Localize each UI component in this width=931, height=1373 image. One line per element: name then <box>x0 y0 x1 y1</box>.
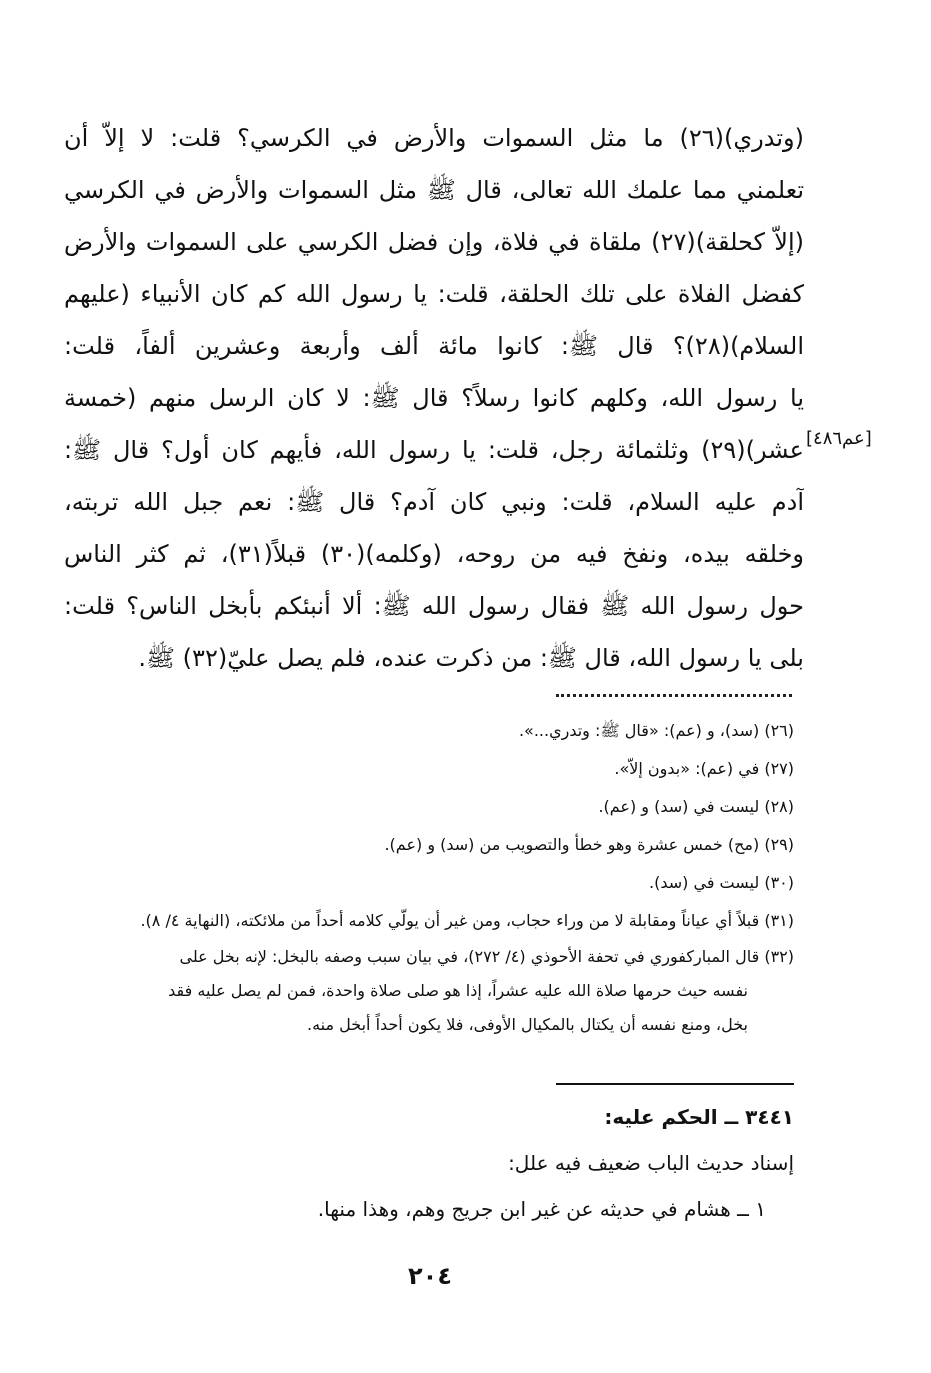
margin-page-reference: [عم٤٨٦] <box>806 428 872 449</box>
footnote-line: (٢٩) (مح) خمس عشرة وهو خطأ والتصويب من (سد) و (عم). <box>384 835 794 854</box>
section-item: ١ ــ هشام في حديثه عن غير ابن جريج وهم، وهذا منها. <box>317 1197 766 1221</box>
section-rule <box>556 1083 794 1085</box>
main-text-line: (وتدري)(٢٦) ما مثل السموات والأرض في الكرسي؟ قلت: لا إلاّ أن <box>64 124 804 152</box>
ruling-section <box>64 1094 794 1232</box>
main-text-line: تعلمني مما علمك الله تعالى، قال ﷺ مثل السموات والأرض في الكرسي <box>64 176 804 204</box>
main-text-line: كفضل الفلاة على تلك الحلقة، قلت: يا رسول الله كم كان الأنبياء (عليهم <box>64 280 804 308</box>
main-text-line: يا رسول الله، وكلهم كانوا رسلاً؟ قال ﷺ: لا كان الرسل منهم (خمسة <box>64 384 804 412</box>
section-intro: إسناد حديث الباب ضعيف فيه علل: <box>508 1151 794 1175</box>
page-number: ٢٠٤ <box>408 1262 452 1290</box>
main-text-line: عشر)(٢٩) وثلثمائة رجل، قلت: يا رسول الله، فأيهم كان أول؟ قال ﷺ: <box>64 436 804 464</box>
main-text-block <box>64 112 804 684</box>
footnote-line: (٣٢) قال المباركفوري في تحفة الأحوذي (٤/ ٢٧٢)، في بيان سبب وصفه بالبخل: لإنه بخل على <box>179 947 794 966</box>
section-heading: ٣٤٤١ ــ الحكم عليه: <box>604 1105 794 1129</box>
footnote-line: (٣١) قبلاً أي عياناً ومقابلة لا من وراء حجاب، ومن غير أن يولّي كلامه أحداً من ملائكته، (النهاية ٤/ ٨). <box>140 911 794 930</box>
footnotes-block <box>64 712 794 1042</box>
footnote-line: (٣٠) ليست في (سد). <box>649 873 794 892</box>
main-text-line: حول رسول الله ﷺ فقال رسول الله ﷺ: ألا أنبئكم بأبخل الناس؟ قلت: <box>64 592 804 620</box>
footnote-line: (٢٨) ليست في (سد) و (عم). <box>598 797 794 816</box>
main-text-line: بلى يا رسول الله، قال ﷺ: من ذكرت عنده، فلم يصل عليّ(٣٢) ﷺ. <box>138 644 804 672</box>
footnote-line: (٢٦) (سد)، و (عم): «قال ﷺ: وتدري...». <box>518 721 794 740</box>
dotted-separator <box>556 684 792 697</box>
footnote-line: (٢٧) في (عم): «بدون إلاّ». <box>614 759 794 778</box>
footnote-continuation-line: نفسه حيث حرمها صلاة الله عليه عشراً، إذا هو صلى صلاة واحدة، فمن لم يصل عليه فقد <box>168 981 748 1000</box>
main-text-line: (إلاّ كحلقة)(٢٧) ملقاة في فلاة، وإن فضل الكرسي على السموات والأرض <box>64 228 804 256</box>
main-text-line: وخلقه بيده، ونفخ فيه من روحه، (وكلمه)(٣٠) قبلاً(٣١)، ثم كثر الناس <box>64 540 804 568</box>
main-text-line: آدم عليه السلام، قلت: ونبي كان آدم؟ قال ﷺ: نعم جبل الله تربته، <box>64 488 804 516</box>
main-text-line: السلام)(٢٨)؟ قال ﷺ: كانوا مائة ألف وأربعة وعشرين ألفاً، قلت: <box>64 332 804 360</box>
footnote-continuation-line: بخل، ومنع نفسه أن يكتال بالمكيال الأوفى، فلا يكون أحداً أبخل منه. <box>306 1015 748 1034</box>
